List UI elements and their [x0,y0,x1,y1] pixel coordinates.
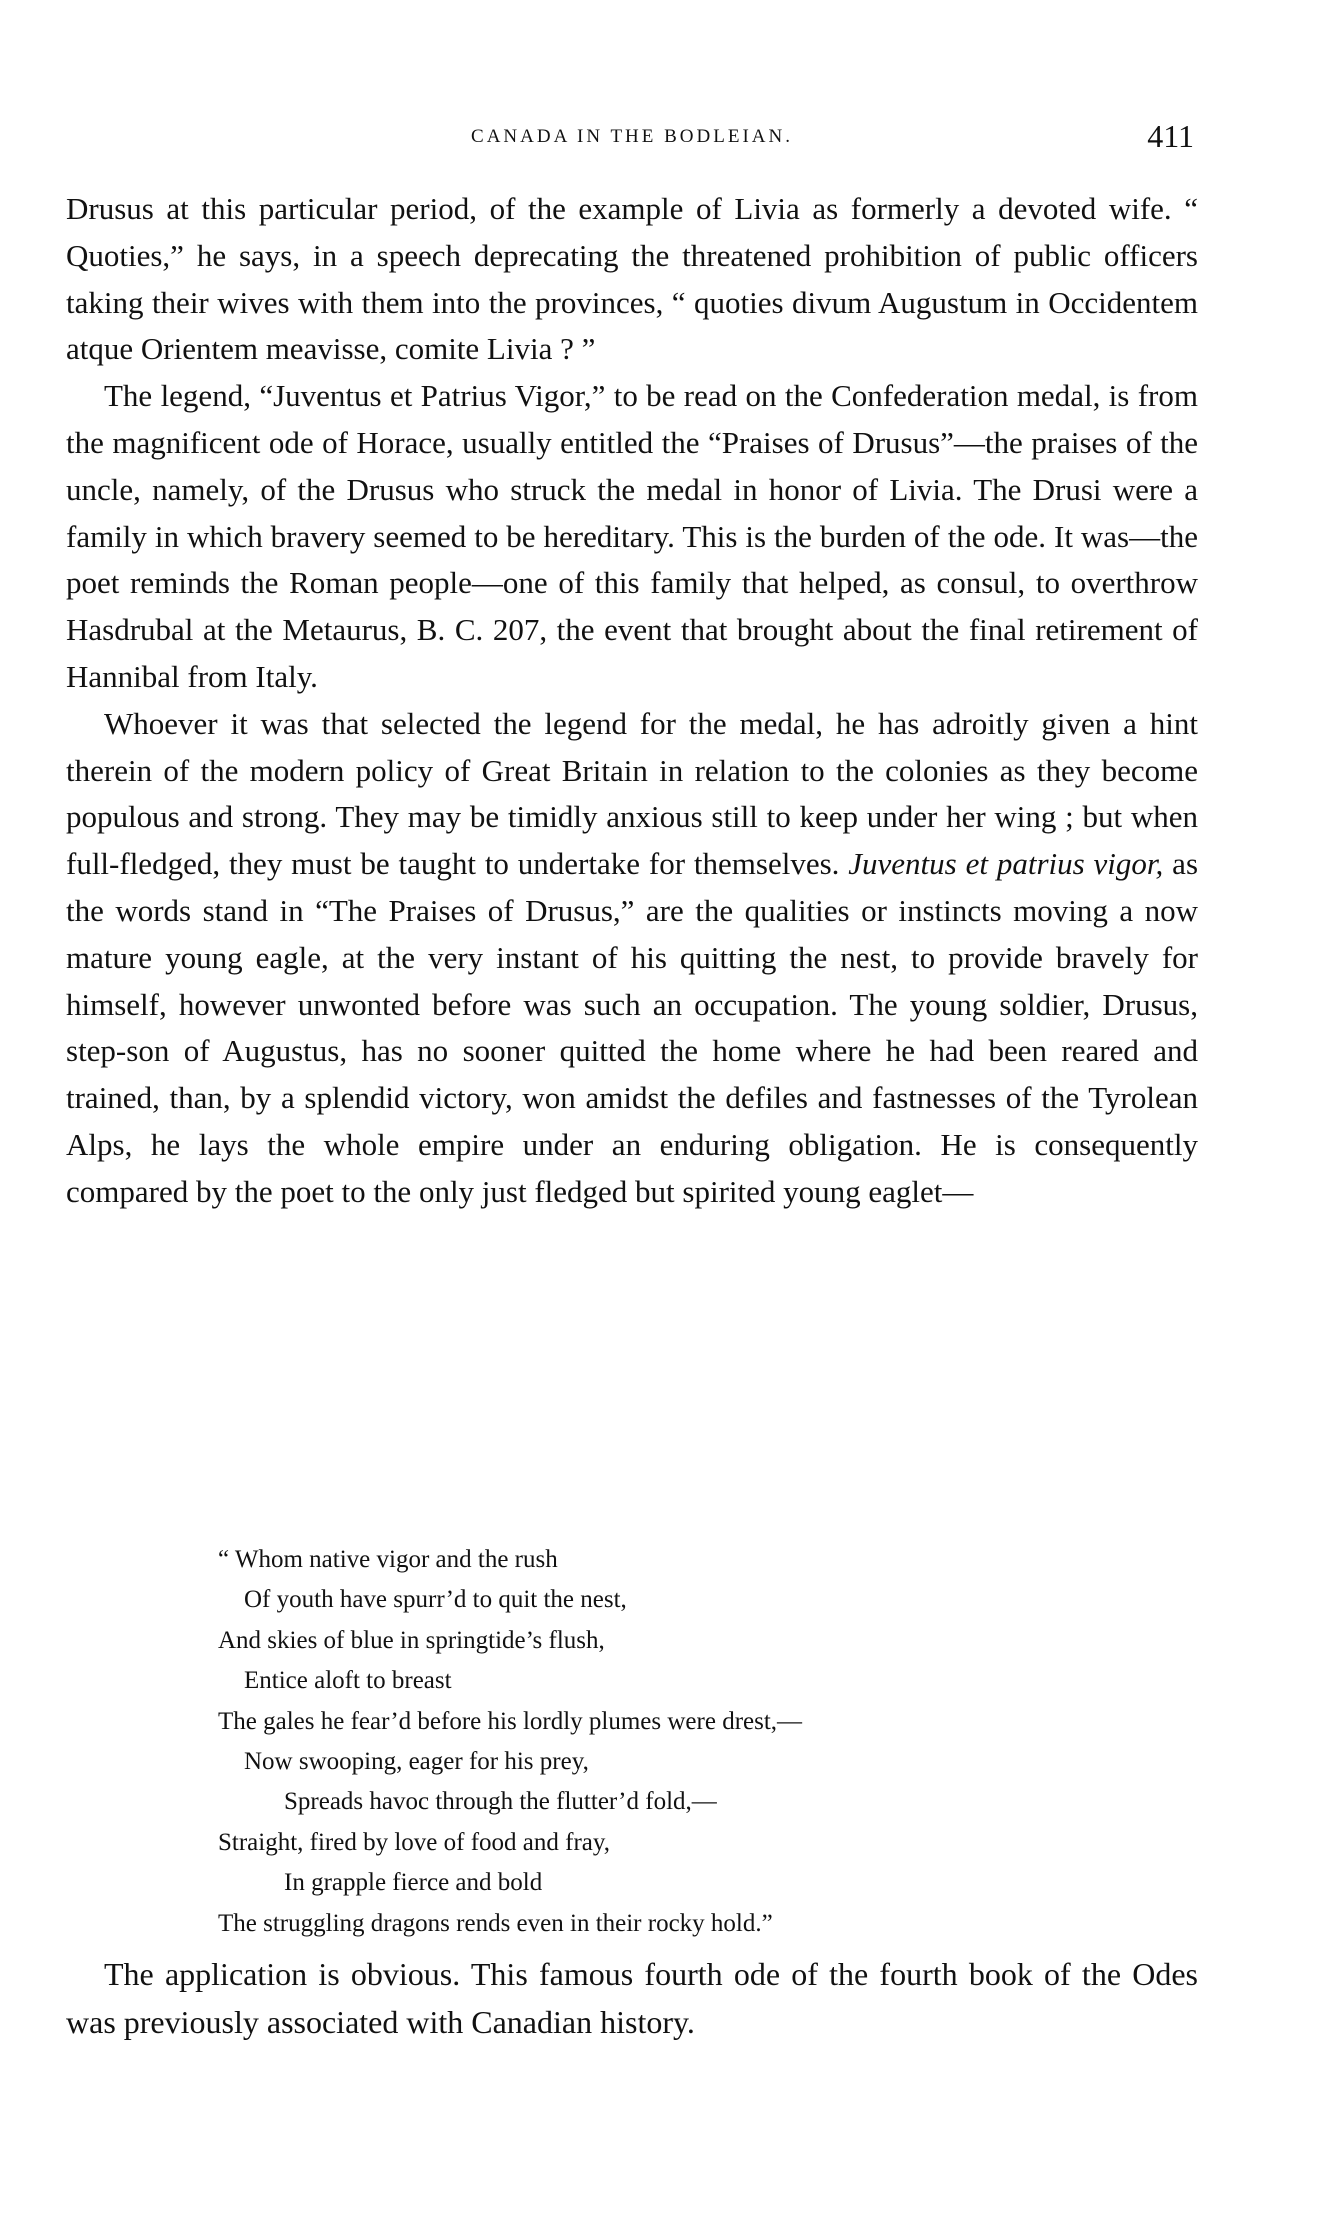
paragraph-3-italic-quote: Juventus et patrius vigor, [848,846,1164,882]
verse-line: And skies of blue in springtide’s flush, [218,1626,605,1654]
body-text [66,186,1198,1216]
running-title: CANADA IN THE BODLEIAN. [471,126,793,147]
verse-line: Now swooping, eager for his prey, [244,1748,589,1776]
paragraph-1: Drusus at this particular period, of the example of Livia as formerly a devoted wife. “ Quoties,” he says, in a speech deprecating the threatened prohibition of public officers taking their wives with them into the provinces, “ quoties divum Augustum in Occidentem atque Orientem meavisse, comite Livia ? ” [66,191,1198,367]
verse-line: The gales he fear’d before his lordly plumes were drest,— [218,1707,803,1735]
paragraph-2: The legend, “Juventus et Patrius Vigor,” to be read on the Confederation medal, is from the magnificent ode of Horace, usually entitled the “Praises of Drusus”—the praises of the uncle, namely, of the Drusus who struck the medal in honor of Livia. The Drusi were a family in which bravery seemed to be hereditary. This is the burden of the ode. It was—the poet reminds the Roman people—one of this family that helped, as consul, to overthrow Hasdrubal at the Metaurus, B. C. 207, the event that brought about the final retirement of Hannibal from Italy. [66,378,1198,694]
running-head [66,118,1198,158]
verse-line: In grapple fierce and bold [284,1869,543,1897]
verse-line: Straight, fired by love of food and fray, [218,1828,611,1856]
verse-line: Entice aloft to breast [244,1667,452,1695]
paragraph-3-text-a: Whoever it was that selected the legend for the medal, he has adroitly given a hint therein of the modern policy of Great Britain in relation to the colonies as they become populous and strong. They may be timidly anxious still to keep under her wing ; but when full-fledged, they must be taught to undertake for themselves. [66,705,1198,882]
paragraph-3 [66,701,1198,1216]
verse-line: Spreads havoc through the flutter’d fold,— [284,1788,717,1816]
paragraph-3-text-b: as the words stand in “The Praises of Drusus,” are the qualities or instincts moving a now mature young eagle, at the very instant of his quitting the nest, to provide bravely for himself, however unwonted before was such an occupation. The young soldier, Drusus, step-son of Augustus, has no sooner quitted the home where he had been reared and trained, than, by a splendid victory, won amidst the defiles and fastnesses of the Tyrolean Alps, he lays the whole empire under an enduring obligation. He is consequently compared by the poet to the only just fledged but spirited young eaglet— [66,846,1199,1209]
verse-line: Of youth have spurr’d to quit the nest, [244,1586,627,1614]
verse-line: The struggling dragons rends even in their rocky hold.” [218,1909,773,1937]
closing-text: The application is obvious. This famous fourth ode of the fourth book of the Odes was previously associated with Canadian history. [66,1956,1198,2040]
page-number: 411 [1147,118,1194,154]
closing-paragraph [66,1950,1198,2046]
verse-line: “ Whom native vigor and the rush [218,1546,558,1573]
verse-quotation [218,1540,1118,1944]
